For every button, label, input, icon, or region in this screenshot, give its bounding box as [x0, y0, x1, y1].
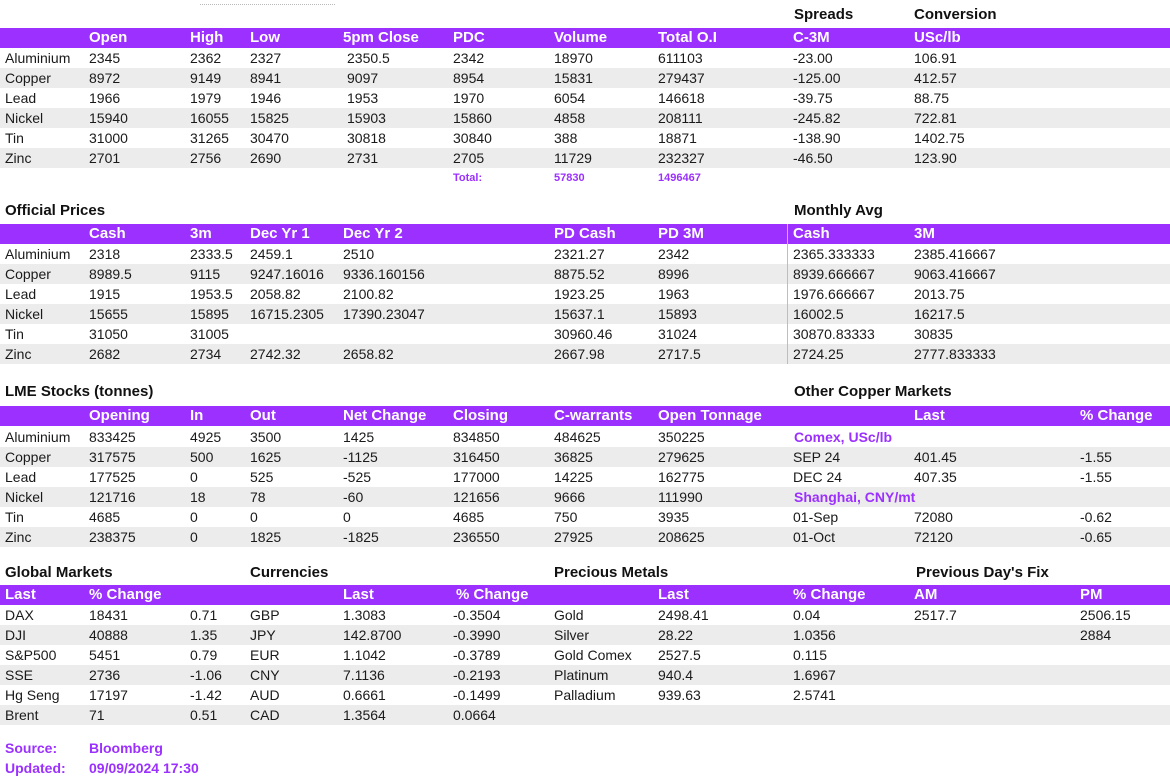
- official-prices-heading: Official Prices: [5, 202, 106, 219]
- main-cell: 31265: [190, 130, 229, 146]
- main-cell: 279437: [658, 70, 705, 86]
- monthly-avg-heading: Monthly Avg: [794, 202, 883, 219]
- precious-metal-name: Gold Comex: [554, 647, 632, 663]
- stocks-cell: 9666: [554, 489, 586, 505]
- conversion-heading: Conversion: [914, 6, 997, 23]
- stocks-cell: 750: [554, 509, 578, 525]
- currency-last: 1.1042: [343, 647, 386, 663]
- main-header-6: Total O.I: [658, 29, 717, 46]
- lme-stocks-heading: LME Stocks (tonnes): [5, 383, 154, 400]
- stocks-cell: 500: [190, 449, 214, 465]
- stocks-cell: 3500: [250, 429, 282, 445]
- stocks-cell: 4925: [190, 429, 222, 445]
- official-cell: 2058.82: [250, 286, 301, 302]
- other-copper-header-change: % Change: [1080, 407, 1153, 424]
- stocks-cell: -60: [343, 489, 364, 505]
- copper-contract-change: -0.65: [1080, 529, 1112, 545]
- metal-name: Tin: [5, 509, 24, 525]
- main-cell: -125.00: [793, 70, 841, 86]
- main-cell: 18970: [554, 50, 593, 66]
- official-cell: 30870.83333: [793, 326, 875, 342]
- stocks-cell: 834850: [453, 429, 500, 445]
- index-change: -1.06: [190, 667, 222, 683]
- precious-last: 939.63: [658, 687, 701, 703]
- official-header-0: Cash: [89, 225, 126, 242]
- precious-change: 2.5741: [793, 687, 836, 703]
- copper-contract-change: -0.62: [1080, 509, 1112, 525]
- main-cell: 2731: [347, 150, 379, 166]
- currencies-heading: Currencies: [250, 564, 329, 581]
- global-header-last: Last: [5, 586, 36, 603]
- stocks-cell: 0: [250, 509, 258, 525]
- global-markets-heading: Global Markets: [5, 564, 113, 581]
- official-header-2: Dec Yr 1: [250, 225, 310, 242]
- main-cell: 9149: [190, 70, 222, 86]
- metal-name: Lead: [5, 286, 37, 302]
- stocks-cell: 238375: [89, 529, 136, 545]
- official-cell: 9247.16016: [250, 266, 324, 282]
- markets-row-stripe: [0, 705, 1170, 725]
- stocks-cell: 0: [190, 529, 198, 545]
- other-copper-heading: Other Copper Markets: [794, 383, 952, 400]
- copper-contract-name: 01-Sep: [793, 509, 839, 525]
- stocks-cell: 36825: [554, 449, 593, 465]
- copper-contract-last: 72080: [914, 509, 953, 525]
- official-cell: 31024: [658, 326, 697, 342]
- index-last: 71: [89, 707, 105, 723]
- precious-header-change: % Change: [793, 586, 866, 603]
- stocks-cell: 833425: [89, 429, 136, 445]
- total-open-interest: 1496467: [658, 172, 701, 184]
- index-name: Brent: [5, 707, 39, 723]
- stocks-cell: 121716: [89, 489, 136, 505]
- official-cell: 8939.666667: [793, 266, 875, 282]
- main-cell: 31000: [89, 130, 128, 146]
- index-change: 1.35: [190, 627, 218, 643]
- copper-contract-change: -1.55: [1080, 469, 1112, 485]
- official-cell: 15655: [89, 306, 128, 322]
- index-change: 0.51: [190, 707, 218, 723]
- metal-name: Zinc: [5, 150, 32, 166]
- official-cell: 2318: [89, 246, 121, 262]
- main-cell: 388: [554, 130, 578, 146]
- main-cell: 1979: [190, 90, 222, 106]
- main-cell: 16055: [190, 110, 229, 126]
- main-header-1: High: [190, 29, 224, 46]
- main-cell: 15940: [89, 110, 128, 126]
- official-header-1: 3m: [190, 225, 212, 242]
- metal-name: Zinc: [5, 529, 32, 545]
- official-cell: 2682: [89, 346, 121, 362]
- global-header-change: % Change: [89, 586, 162, 603]
- official-cell: 2459.1: [250, 246, 293, 262]
- main-cell: 2342: [453, 50, 485, 66]
- index-change: -1.42: [190, 687, 222, 703]
- main-cell: 8972: [89, 70, 121, 86]
- stocks-cell: 27925: [554, 529, 593, 545]
- stocks-cell: 484625: [554, 429, 601, 445]
- currencies-header-change: % Change: [456, 586, 529, 603]
- main-header-3: 5pm Close: [343, 29, 419, 46]
- total-volume: 57830: [554, 172, 585, 184]
- official-cell: 15895: [190, 306, 229, 322]
- copper-market-subheading: Shanghai, CNY/mt: [794, 489, 916, 505]
- official-cell: 8989.5: [89, 266, 132, 282]
- main-cell: -138.90: [793, 130, 841, 146]
- index-name: SSE: [5, 667, 34, 683]
- currency-change: -0.1499: [453, 687, 501, 703]
- main-cell: 30470: [250, 130, 289, 146]
- index-name: Hg Seng: [5, 687, 60, 703]
- official-cell: 30835: [914, 326, 953, 342]
- metal-name: Nickel: [5, 489, 44, 505]
- index-name: DJI: [5, 627, 26, 643]
- main-header-8: USc/lb: [914, 29, 961, 46]
- stocks-cell: 18: [190, 489, 206, 505]
- stocks-cell: 236550: [453, 529, 500, 545]
- stocks-cell: 316450: [453, 449, 500, 465]
- stocks-header-2: Out: [250, 407, 276, 424]
- official-cell: 2742.32: [250, 346, 301, 362]
- official-cell: 2365.333333: [793, 246, 875, 262]
- official-cell: 31005: [190, 326, 229, 342]
- fix-am: 2517.7: [914, 607, 957, 623]
- official-cell: 2724.25: [793, 346, 844, 362]
- official-cell: 1923.25: [554, 286, 605, 302]
- stocks-cell: -525: [343, 469, 372, 485]
- index-name: DAX: [5, 607, 34, 623]
- official-cell: 2385.416667: [914, 246, 996, 262]
- official-cell: 2658.82: [343, 346, 394, 362]
- stocks-cell: 14225: [554, 469, 593, 485]
- stocks-cell: -1125: [343, 449, 378, 465]
- currency-change: -0.3504: [453, 607, 501, 623]
- main-cell: 88.75: [914, 90, 950, 106]
- stocks-cell: 3935: [658, 509, 690, 525]
- metal-name: Aluminium: [5, 50, 71, 66]
- official-cell: 16715.2305: [250, 306, 324, 322]
- main-cell: 18871: [658, 130, 697, 146]
- total-label: Total:: [453, 172, 483, 184]
- currency-change: -0.3789: [453, 647, 501, 663]
- stocks-header-5: C-warrants: [554, 407, 633, 424]
- main-cell: 8941: [250, 70, 282, 86]
- main-cell: 2362: [190, 50, 222, 66]
- currency-change: 0.0664: [453, 707, 496, 723]
- currency-last: 7.1136: [343, 667, 385, 683]
- updated-value: 09/09/2024 17:30: [89, 760, 199, 776]
- official-cell: 15893: [658, 306, 697, 322]
- copper-contract-last: 407.35: [914, 469, 957, 485]
- index-last: 5451: [89, 647, 121, 663]
- official-cell: 8875.52: [554, 266, 605, 282]
- source-value: Bloomberg: [89, 740, 163, 756]
- metal-name: Copper: [5, 266, 51, 282]
- main-cell: 2756: [190, 150, 222, 166]
- stocks-cell: 78: [250, 489, 266, 505]
- main-header-0: Open: [89, 29, 128, 46]
- fix-header-pm: PM: [1080, 586, 1103, 603]
- precious-metal-name: Gold: [554, 607, 584, 623]
- currency-code: CNY: [250, 667, 280, 683]
- official-cell: 2100.82: [343, 286, 394, 302]
- main-cell: 123.90: [914, 150, 957, 166]
- copper-market-subheading: Comex, USc/lb: [794, 429, 893, 445]
- metal-name: Tin: [5, 326, 24, 342]
- main-cell: 30840: [453, 130, 492, 146]
- metal-name: Copper: [5, 70, 51, 86]
- main-cell: 2345: [89, 50, 121, 66]
- official-cell: 2510: [343, 246, 375, 262]
- currency-change: -0.3990: [453, 627, 501, 643]
- official-cell: 2777.833333: [914, 346, 996, 362]
- stocks-cell: 111990: [658, 489, 703, 505]
- main-cell: -23.00: [793, 50, 833, 66]
- main-cell: -245.82: [793, 110, 841, 126]
- metal-name: Nickel: [5, 306, 44, 322]
- currency-last: 142.8700: [343, 627, 402, 643]
- precious-last: 940.4: [658, 667, 694, 683]
- precious-change: 1.0356: [793, 627, 836, 643]
- official-cell: 2013.75: [914, 286, 965, 302]
- spreads-heading: Spreads: [794, 6, 854, 23]
- stocks-cell: 0: [190, 509, 198, 525]
- main-cell: 2690: [250, 150, 282, 166]
- currency-last: 0.6661: [343, 687, 386, 703]
- main-header-5: Volume: [554, 29, 608, 46]
- currency-last: 1.3564: [343, 707, 386, 723]
- main-header-7: C-3M: [793, 29, 830, 46]
- stocks-cell: 177525: [89, 469, 136, 485]
- stocks-cell: 1825: [250, 529, 282, 545]
- stocks-cell: 350225: [658, 429, 705, 445]
- stocks-header-3: Net Change: [343, 407, 427, 424]
- main-cell: -39.75: [793, 90, 833, 106]
- official-cell: 16217.5: [914, 306, 965, 322]
- main-cell: 106.91: [914, 50, 957, 66]
- currency-change: -0.2193: [453, 667, 501, 683]
- official-cell: 1953.5: [190, 286, 233, 302]
- currency-code: CAD: [250, 707, 280, 723]
- main-cell: 232327: [658, 150, 705, 166]
- official-cell: 1976.666667: [793, 286, 875, 302]
- official-cell: 2321.27: [554, 246, 605, 262]
- metal-name: Lead: [5, 469, 37, 485]
- previous-fix-heading: Previous Day's Fix: [916, 564, 1049, 581]
- main-cell: 1966: [89, 90, 121, 106]
- official-cell: 16002.5: [793, 306, 844, 322]
- official-cell: 31050: [89, 326, 128, 342]
- official-cell: 1963: [658, 286, 690, 302]
- currency-last: 1.3083: [343, 607, 386, 623]
- official-cell: 17390.23047: [343, 306, 425, 322]
- stocks-cell: 525: [250, 469, 274, 485]
- metal-name: Tin: [5, 130, 24, 146]
- index-last: 18431: [89, 607, 128, 623]
- main-cell: 611103: [658, 50, 703, 66]
- precious-change: 1.6967: [793, 667, 836, 683]
- official-cell: 30960.46: [554, 326, 613, 342]
- stocks-cell: 0: [190, 469, 198, 485]
- stocks-cell: 1425: [343, 429, 375, 445]
- metal-name: Aluminium: [5, 246, 71, 262]
- main-cell: -46.50: [793, 150, 833, 166]
- official-cell: 8996: [658, 266, 690, 282]
- precious-change: 0.115: [793, 647, 827, 663]
- main-cell: 412.57: [914, 70, 957, 86]
- main-cell: 4858: [554, 110, 586, 126]
- stocks-cell: 4685: [453, 509, 485, 525]
- main-cell: 2705: [453, 150, 485, 166]
- main-cell: 146618: [658, 90, 705, 106]
- official-header-6: Cash: [793, 225, 830, 242]
- official-header-7: 3M: [914, 225, 935, 242]
- markets-header-bar: [0, 585, 1170, 605]
- stocks-cell: 4685: [89, 509, 121, 525]
- index-change: 0.79: [190, 647, 218, 663]
- stocks-cell: 317575: [89, 449, 136, 465]
- stocks-cell: -1825: [343, 529, 379, 545]
- precious-last: 2527.5: [658, 647, 701, 663]
- precious-metal-name: Silver: [554, 627, 590, 643]
- index-name: S&P500: [5, 647, 57, 663]
- official-cell: 9115: [190, 266, 221, 282]
- currency-code: JPY: [250, 627, 276, 643]
- index-last: 40888: [89, 627, 128, 643]
- official-cell: 15637.1: [554, 306, 605, 322]
- metal-name: Copper: [5, 449, 51, 465]
- main-cell: 9097: [347, 70, 379, 86]
- official-header-5: PD 3M: [658, 225, 704, 242]
- metal-name: Zinc: [5, 346, 32, 362]
- copper-contract-name: SEP 24: [793, 449, 841, 465]
- stocks-cell: 121656: [453, 489, 500, 505]
- stocks-cell: 0: [343, 509, 351, 525]
- main-cell: 208111: [658, 110, 703, 126]
- currencies-header-last: Last: [343, 586, 374, 603]
- official-header-3: Dec Yr 2: [343, 225, 403, 242]
- copper-contract-name: DEC 24: [793, 469, 843, 485]
- source-label: Source:: [5, 740, 58, 756]
- currency-code: EUR: [250, 647, 280, 663]
- precious-metal-name: Palladium: [554, 687, 616, 703]
- main-cell: 1953: [347, 90, 379, 106]
- copper-contract-change: -1.55: [1080, 449, 1112, 465]
- main-cell: 1970: [453, 90, 485, 106]
- main-cell: 15860: [453, 110, 492, 126]
- fix-pm: 2506.15: [1080, 607, 1131, 623]
- metal-name: Aluminium: [5, 429, 71, 445]
- main-header-4: PDC: [453, 29, 485, 46]
- stocks-cell: 1625: [250, 449, 282, 465]
- currency-code: AUD: [250, 687, 280, 703]
- copper-contract-name: 01-Oct: [793, 529, 836, 545]
- main-cell: 2350.5: [347, 50, 390, 66]
- stocks-header-0: Opening: [89, 407, 150, 424]
- precious-change: 0.04: [793, 607, 821, 623]
- main-cell: 1402.75: [914, 130, 965, 146]
- metal-name: Nickel: [5, 110, 44, 126]
- other-copper-header-last: Last: [914, 407, 945, 424]
- main-cell: 11729: [554, 150, 592, 166]
- official-cell: 2342: [658, 246, 690, 262]
- main-cell: 2701: [89, 150, 121, 166]
- main-cell: 30818: [347, 130, 386, 146]
- official-cell: 2717.5: [658, 346, 701, 362]
- fix-header-am: AM: [914, 586, 938, 603]
- stocks-cell: 177000: [453, 469, 500, 485]
- stocks-header-6: Open Tonnage: [658, 407, 762, 424]
- currency-code: GBP: [250, 607, 280, 623]
- index-change: 0.71: [190, 607, 218, 623]
- official-cell: 2333.5: [190, 246, 233, 262]
- official-cell: 9063.416667: [914, 266, 996, 282]
- stocks-header-1: In: [190, 407, 204, 424]
- monthly-divider: [787, 224, 788, 364]
- official-header-4: PD Cash: [554, 225, 616, 242]
- updated-label: Updated:: [5, 760, 66, 776]
- main-cell: 6054: [554, 90, 586, 106]
- main-cell: 2327: [250, 50, 282, 66]
- precious-metal-name: Platinum: [554, 667, 609, 683]
- precious-header-last: Last: [658, 586, 689, 603]
- official-cell: 2667.98: [554, 346, 605, 362]
- main-cell: 722.81: [914, 110, 957, 126]
- stocks-header-4: Closing: [453, 407, 508, 424]
- official-cell: 1915: [89, 286, 121, 302]
- index-last: 17197: [89, 687, 128, 703]
- official-cell: 9336.160156: [343, 266, 425, 282]
- fix-pm: 2884: [1080, 627, 1112, 643]
- precious-last: 28.22: [658, 627, 694, 643]
- top-scribble-decoration: [200, 0, 335, 5]
- metal-name: Lead: [5, 90, 37, 106]
- precious-last: 2498.41: [658, 607, 709, 623]
- stocks-cell: 279625: [658, 449, 705, 465]
- stocks-cell: 208625: [658, 529, 705, 545]
- index-last: 2736: [89, 667, 121, 683]
- main-cell: 1946: [250, 90, 282, 106]
- official-cell: 2734: [190, 346, 222, 362]
- main-cell: 15831: [554, 70, 593, 86]
- stocks-cell: 162775: [658, 469, 705, 485]
- copper-contract-last: 401.45: [914, 449, 957, 465]
- main-cell: 8954: [453, 70, 485, 86]
- main-cell: 15825: [250, 110, 289, 126]
- main-header-2: Low: [250, 29, 280, 46]
- copper-contract-last: 72120: [914, 529, 953, 545]
- main-cell: 15903: [347, 110, 386, 126]
- precious-metals-heading: Precious Metals: [554, 564, 669, 581]
